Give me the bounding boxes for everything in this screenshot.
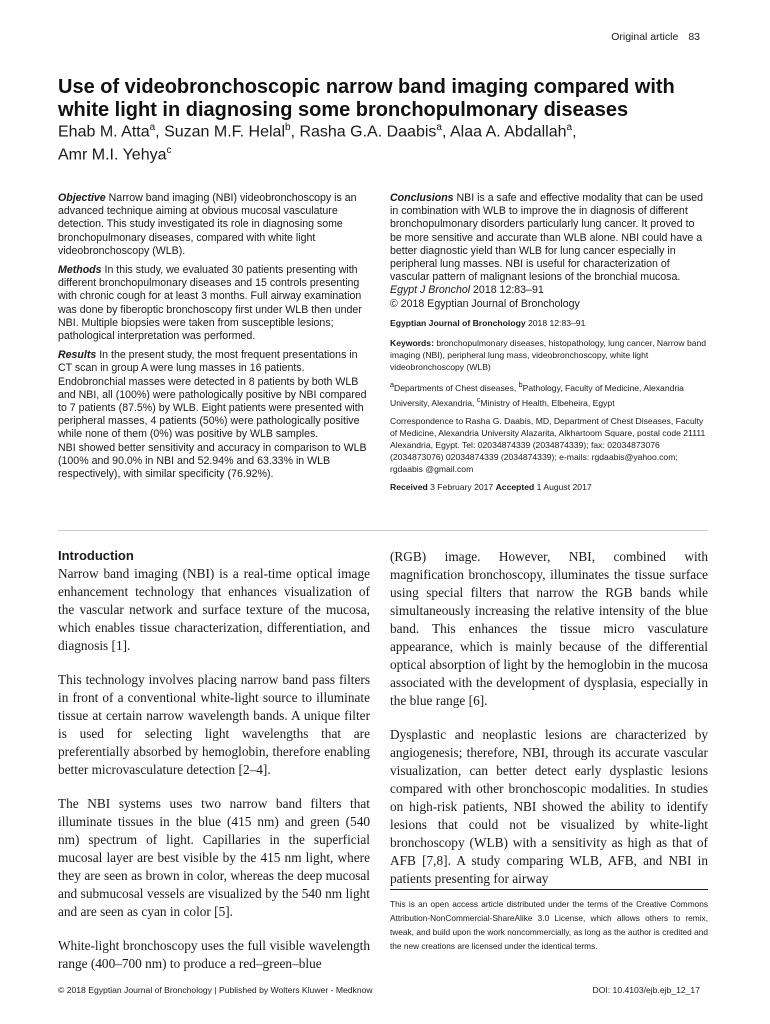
abstract-objective: [58, 192, 370, 258]
author-name: Rasha G.A. Daabis: [299, 123, 437, 141]
author-separator: ,: [572, 123, 577, 141]
citation-journal: Egypt J Bronchol: [390, 284, 471, 297]
received-date: 3 February 2017: [427, 481, 496, 492]
abstract-copyright: © 2018 Egyptian Journal of Bronchology: [390, 297, 580, 310]
running-head: [611, 31, 700, 43]
affiliations: [390, 379, 708, 409]
footer-doi: DOI: 10.4103/ejb.ejb_12_17: [592, 985, 700, 995]
body-paragraph: Narrow band imaging (NBI) is a real-time optical image enhancement technology that enhances visualization of the vascular network and surface texture of the mucosa, which enables tissue characterization, differentiation, and diagnosis [1].: [58, 566, 370, 653]
received-label: Received: [390, 481, 428, 492]
author-list: [58, 118, 718, 165]
keywords-label: Keywords:: [390, 337, 434, 348]
running-head-label: Original article: [611, 31, 679, 43]
body-right-column: [390, 548, 708, 904]
affiliation-mark: c: [476, 395, 481, 404]
author-name: Ehab M. Atta: [58, 123, 150, 141]
introduction-heading: Introduction: [58, 548, 134, 563]
author-separator: ,: [441, 123, 450, 141]
abstract-conclusions: [390, 192, 708, 284]
body-paragraph: (RGB) image. However, NBI, combined with magnification bronchoscopy, illuminates the tissue surface using special filters that narrow the RGB bands while simultaneously increasing the relative intensity of the blue band. This enhances the tissue micro vasculature appearance, which is mainly because of the differential optical absorption of light by the hemoglobin in the mucosa associated with the development of dysplasia, especially in the blue range [6].: [390, 549, 708, 708]
results-label: Results: [58, 349, 97, 362]
affiliation-text: Departments of Chest diseases,: [393, 382, 519, 393]
methods-label: Methods: [58, 264, 102, 277]
keywords: [390, 337, 708, 373]
author-separator: ,: [290, 123, 300, 141]
methods-text: In this study, we evaluated 30 patients presenting with different bronchopulmonary diseases and 15 controls presenting with chronic cough for at least 3 months. Full airway examination was done by fiberoptic bronchoscopy first under WLB then under NBI. Multiple biopsies were taken from susceptible lesions; pathological interpretation was performed.: [58, 264, 362, 343]
abstract-results: [58, 349, 370, 441]
open-access-text: This is an open access article distributed under the terms of the Creative Commons Attribution-NonCommercial-ShareAlike 3.0 License, which allows others to remix, tweak, and build upon the work noncommercially, as long as the author is credited and the new creations are licensed under the identical terms.: [390, 899, 708, 951]
section-divider: [58, 530, 708, 531]
footer-copyright: © 2018 Egyptian Journal of Bronchology | Published by Wolters Kluwer - Medknow: [58, 985, 373, 995]
body-left-column: [58, 548, 370, 989]
author-affiliation-mark: a: [436, 122, 442, 133]
objective-text: Narrow band imaging (NBI) videobronchoscopy is an advanced technique aiming at obvious mucosal vasculature detection. This study investigated its role in diagnosing some bronchopulmonary diseases, compared with white light videobronchoscopy (WLB).: [58, 192, 357, 257]
open-access-notice: [390, 889, 708, 953]
author-name: Alaa A. Abdallah: [449, 123, 567, 141]
author-affiliation-mark: b: [285, 122, 291, 133]
journal-name: Egyptian Journal of Bronchology: [390, 317, 526, 328]
journal-issue: 2018 12:83–91: [525, 317, 586, 328]
page-number: 83: [688, 31, 700, 43]
affiliation-mark: a: [390, 380, 394, 389]
abstract-left-column: [58, 192, 370, 487]
results-text: In the present study, the most frequent presentations in CT scan in group A were lung masses in 16 patients. Endobronchial masses were detected in 8 patients by both WLB and NBI, all (100%) were pathologically positive by NBI compared to 7 patients (87.5%) by WLB. Eight patients were presented with peripheral masses, 4 patients (50%) were pathologically positive while none of them (0%) was positive by WLB samples.: [58, 349, 367, 441]
author-name: Amr M.I. Yehya: [58, 146, 167, 164]
body-paragraph: This technology involves placing narrow band pass filters in front of a conventional white-light source to illuminate tissue at certain narrow wavelength bands. A unique filter is used for selecting light wavelengths that are preferentially absorbed by hemoglobin, therefore enabling better microvasculature detection [2–4].: [58, 672, 370, 777]
affiliation-mark: b: [518, 380, 523, 389]
objective-label: Objective: [58, 192, 106, 204]
conclusions-text: NBI is a safe and effective modality that can be used in combination with WLB to improve the in diagnosis of different bronchopulmonary disorders particularly lung cancer. It proved to be more sensitive and accurate than WLB alone. NBI could have a better diagnostic yield than WLB for lung cancer especially in peripheral lung masses. NBI is useful for characterization of vascular pattern of malignant lesions of the bronchial mucosa.: [390, 192, 704, 284]
conclusions-label: Conclusions: [390, 192, 454, 204]
abstract-right-column: [390, 192, 708, 493]
abstract-citation: [390, 284, 708, 297]
abstract-results-continued: NBI showed better sensitivity and accuracy in comparison to WLB (100% and 90.0% in NBI and 52.94% and 63.33% in WLB respectively), with similar specificity (76.92%).: [58, 441, 367, 481]
author-separator: ,: [155, 123, 165, 141]
correspondence: Correspondence to Rasha G. Daabis, MD, Department of Chest Diseases, Faculty of Medicine, Alexandria University Alazarita, Alkhartoom Square, postal code 21111 Alexandria, Egypt. Tel: 02034874339 (2034874339); fax: 02034873076 (2034873076) 02034874339 (2034874339); e-mails: rgdaabis@yahoo.com; rgdaabis @gmail.com: [390, 415, 706, 474]
body-paragraph: The NBI systems uses two narrow band filters that illuminate tissues in the blue (415 nm) and green (540 nm) spectrum of light. Capillaries in the superficial mucosal layer are best visible by the 415 nm light, where they are seen as brown in color, whereas the deep mucosal and submucosal vessels are visualized by the 540 nm light and are seen as cyan in color [5].: [58, 796, 370, 919]
accepted-date: 1 August 2017: [534, 481, 592, 492]
affiliation-text: Ministry of Health, Elbeheira, Egypt: [480, 397, 615, 408]
accepted-label: Accepted: [495, 481, 535, 492]
submission-dates: [390, 481, 708, 493]
article-title: Use of videobronchoscopic narrow band imaging compared with white light in diagnosing some bronchopulmonary diseases: [58, 76, 675, 121]
affiliation-text: Pathology, Faculty of Medicine, Alexandria University, Alexandria,: [390, 382, 684, 408]
author-name: Suzan M.F. Helal: [164, 123, 285, 141]
body-paragraph: White-light bronchoscopy uses the full visible wavelength range (400–700 nm) to produce a red–green–blue: [58, 938, 370, 971]
citation-details: 2018 12:83–91: [470, 284, 544, 297]
open-access-divider: [390, 889, 708, 890]
abstract-methods: [58, 264, 370, 343]
author-affiliation-mark: a: [149, 122, 156, 133]
author-affiliation-mark: c: [166, 145, 172, 157]
body-paragraph: Dysplastic and neoplastic lesions are characterized by angiogenesis; therefore, NBI, through its accurate vascular visualization, can better detect early dysplastic lesions compared with other bronchoscopic modalities. In studies on high-risk patients, NBI showed the ability to identify lesions that could not be visualized by white-light bronchoscopy (WLB) with a sensitivity as high as that of AFB [7,8]. A study comparing WLB, AFB, and NBI in patients presenting for airway: [390, 727, 708, 886]
journal-citation-line: [390, 317, 708, 329]
keywords-list: bronchopulmonary diseases, histopathology, lung cancer, Narrow band imaging (NBI), peripheral lung mass, videobronchoscopy, white light videobronchoscopy (WLB): [390, 337, 707, 372]
author-affiliation-mark: a: [566, 122, 573, 133]
